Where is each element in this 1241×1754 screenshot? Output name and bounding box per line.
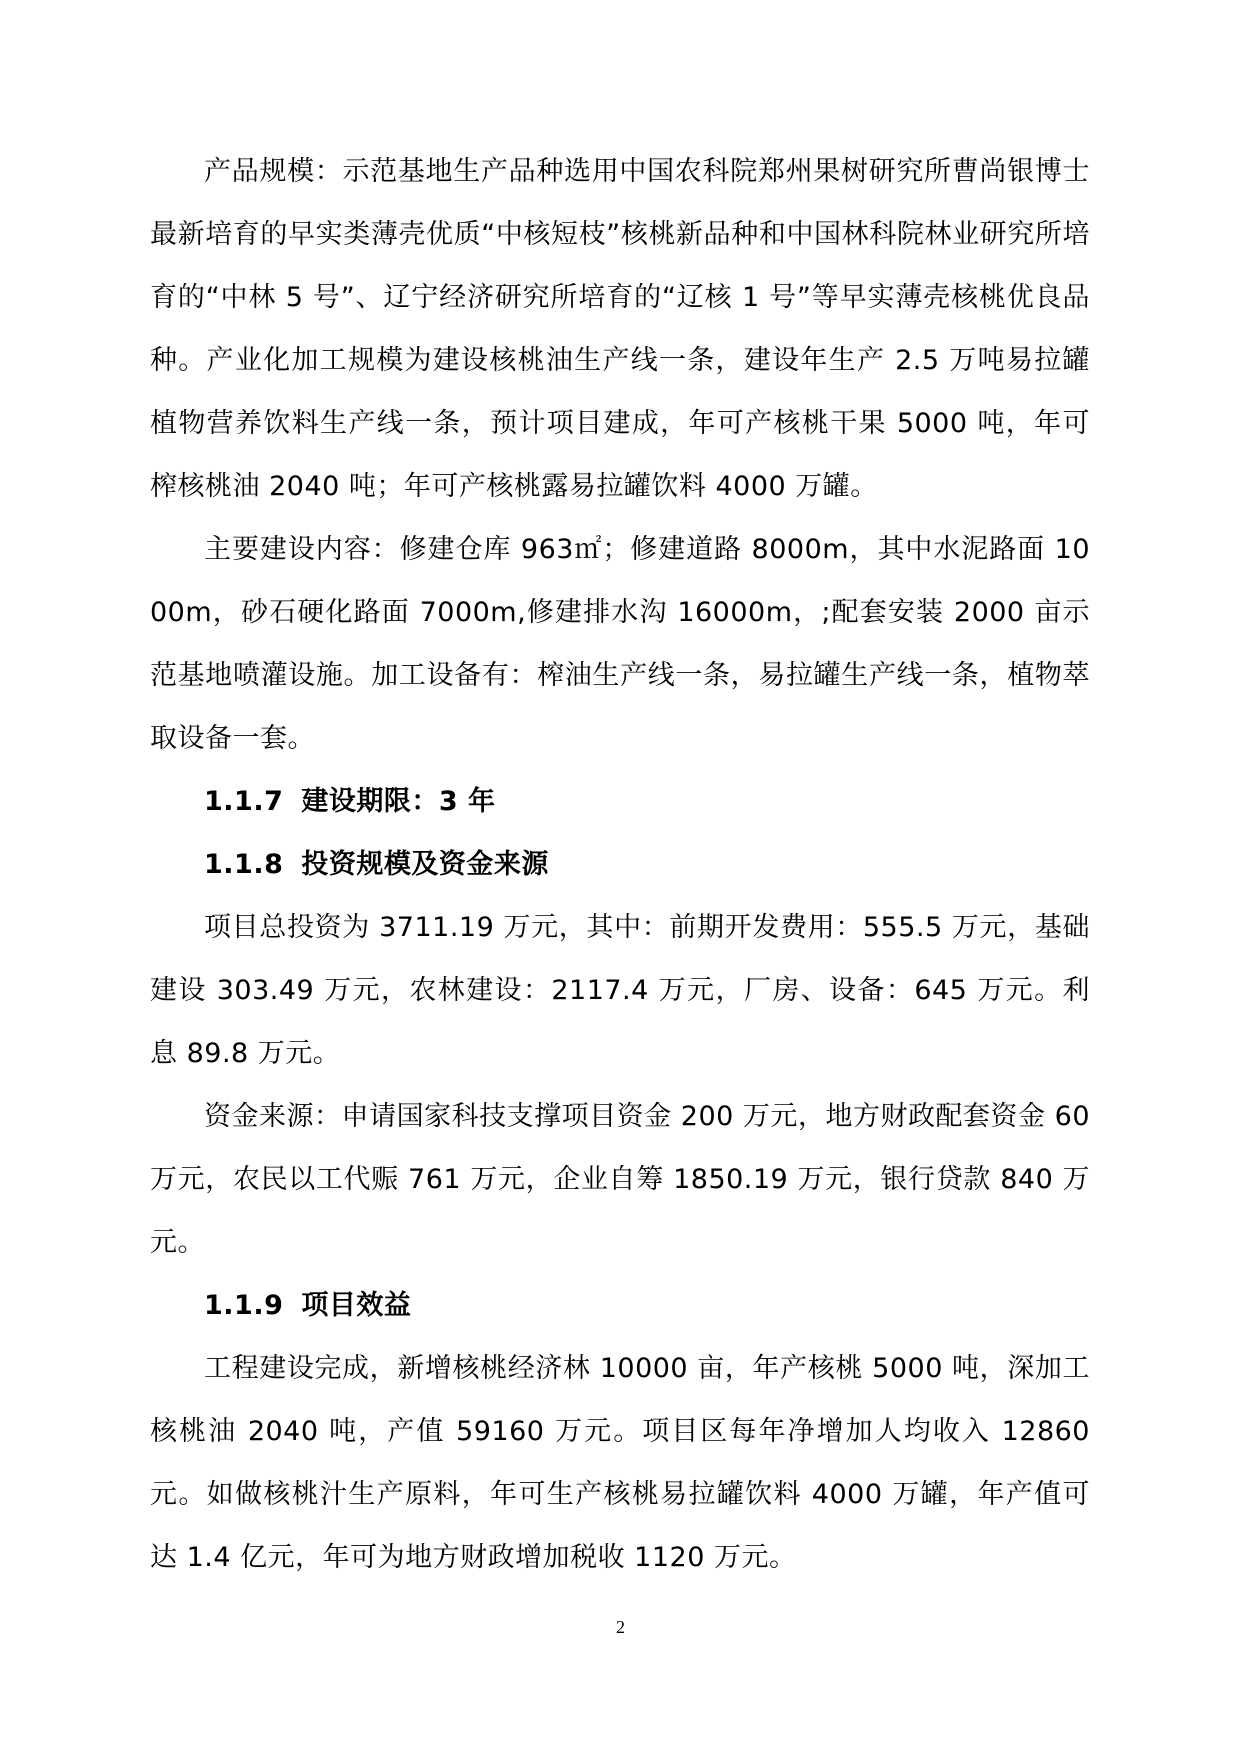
section-heading-1-1-9 bbox=[150, 1274, 1090, 1337]
section-title: 投资规模及资金来源 bbox=[301, 849, 549, 880]
section-heading-1-1-7 bbox=[150, 770, 1090, 833]
section-title: 建设期限：3 年 bbox=[301, 786, 496, 817]
page-content bbox=[150, 140, 1090, 1589]
project-benefit-paragraph: 工程建设完成，新增核桃经济林 10000 亩，年产核桃 5000 吨，深加工核桃油 2040 吨，产值 59160 万元。项目区每年净增加人均收入 12860 元。如做核桃汁生产原料，年可生产核桃易拉罐饮料 4000 万罐，年产值可达 1.4 亿元，年可为地方财政增加税收 1120 万元。 bbox=[150, 1353, 1090, 1573]
section-number: 1.1.9 bbox=[204, 1290, 284, 1321]
section-heading-1-1-8 bbox=[150, 833, 1090, 896]
construction-content-paragraph: 主要建设内容：修建仓库 963㎡；修建道路 8000m，其中水泥路面 1000m，砂石硬化路面 7000m,修建排水沟 16000m，;配套安装 2000 亩示范基地喷灌设施。加工设备有：榨油生产线一条，易拉罐生产线一条，植物萃取设备一套。 bbox=[150, 534, 1090, 754]
funding-source-paragraph: 资金来源：申请国家科技支撑项目资金 200 万元，地方财政配套资金 60 万元，农民以工代赈 761 万元，企业自筹 1850.19 万元，银行贷款 840 万元。 bbox=[150, 1101, 1090, 1258]
section-number: 1.1.7 bbox=[204, 786, 284, 817]
section-title: 项目效益 bbox=[301, 1290, 412, 1321]
investment-total-paragraph: 项目总投资为 3711.19 万元，其中：前期开发费用：555.5 万元，基础建设 303.49 万元，农林建设：2117.4 万元，厂房、设备：645 万元。利息 89.8 万元。 bbox=[150, 912, 1090, 1069]
section-number: 1.1.8 bbox=[204, 849, 284, 880]
page-number: 2 bbox=[616, 1617, 625, 1637]
product-scale-paragraph: 产品规模：示范基地生产品种选用中国农科院郑州果树研究所曹尚银博士最新培育的早实类薄壳优质“中核短枝”核桃新品种和中国林科院林业研究所培育的“中林 5 号”、辽宁经济研究所培育的“辽核 1 号”等早实薄壳核桃优良品种。产业化加工规模为建设核桃油生产线一条，建设年生产 2.5 万吨易拉罐植物营养饮料生产线一条，预计项目建成，年可产核桃干果 5000 吨，年可榨核桃油 2040 吨；年可产核桃露易拉罐饮料 4000 万罐。 bbox=[150, 156, 1090, 502]
